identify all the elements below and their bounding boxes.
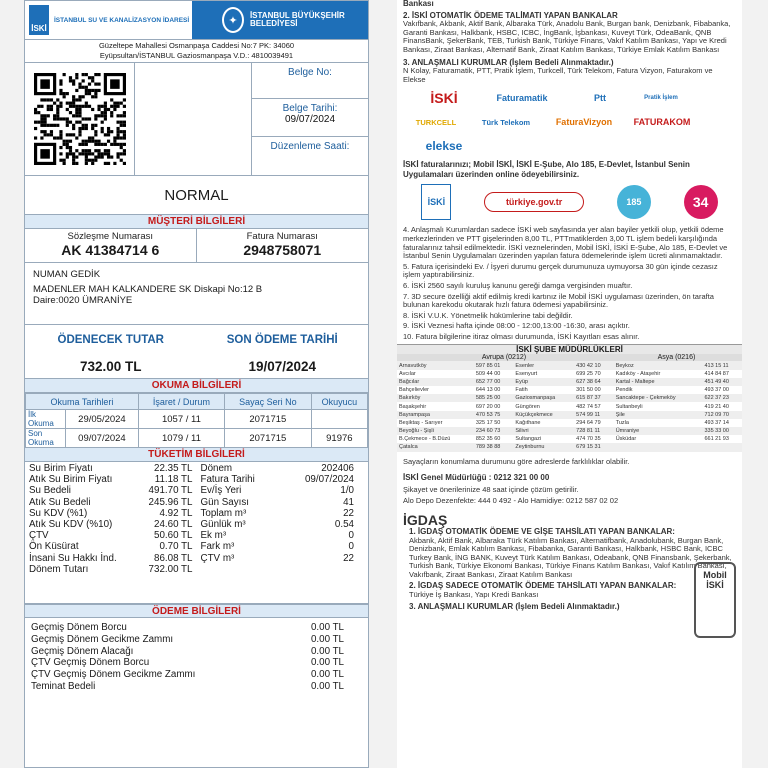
kv-label: Günlük m³ — [200, 519, 246, 531]
due-date-value: 19/07/2024 — [248, 359, 317, 374]
kv-label: Dönem Tutarı — [29, 563, 89, 575]
partner-list: N Kolay, Faturamatik, PTT, Pratik İşlem, Turkcell, Türk Telekom, Fatura Vizyon, Faturakom ve Elekse — [403, 66, 713, 84]
branch-cell: Pendik — [615, 387, 633, 394]
kv-row — [31, 634, 362, 646]
section-heading: 1. İGDAŞ OTOMATİK ÖDEME VE GİŞE TAHSİLATI YAPAN BANKALAR: — [409, 526, 675, 536]
kv-value: 22.35 TL — [154, 463, 193, 474]
kv-row — [29, 474, 193, 485]
branch-cell: 470 53 75 — [474, 411, 514, 419]
contract-number-label: Sözleşme Numarası — [67, 231, 154, 242]
kv-value: 0.00 TL — [310, 645, 344, 657]
invoice-number-label: Fatura Numarası — [246, 231, 318, 242]
iski-name: İSTANBUL SU VE KANALİZASYON İDARESİ — [54, 16, 190, 24]
table-row — [397, 419, 742, 427]
table-row — [26, 410, 368, 429]
belge-tarihi — [252, 99, 368, 137]
kv-row — [201, 541, 355, 552]
note-item: 8. İSKİ V.U.K. Yönetmelik hükümlerine tabi değildir. — [403, 310, 573, 320]
due-date — [197, 325, 369, 378]
table-row — [397, 370, 742, 378]
note-item: 5. Fatura içerisindeki Ev. / İşyeri durumu gerçek durumunuza uymuyorsa 30 gün içinde cezasız işlem yaptırabilirsiniz. — [403, 261, 718, 280]
kv-label: Su Bedeli — [29, 485, 71, 497]
kv-label: Ev/İş Yeri — [200, 485, 242, 497]
branch-cell: Fatih — [515, 387, 528, 394]
kv-label: Geçmiş Dönem Alacağı — [31, 645, 134, 657]
payment-summary — [25, 325, 368, 379]
table-row — [397, 386, 742, 394]
contract-number-value: AK 41384714 6 — [61, 242, 160, 258]
kv-label: Su KDV (%1) — [29, 507, 88, 519]
table-row — [397, 361, 742, 369]
kv-row — [201, 474, 355, 485]
customer-name: NUMAN GEDİK — [33, 269, 101, 280]
kv-value: 09/07/2024 — [304, 474, 354, 486]
kv-value: 0 — [348, 530, 354, 542]
note-item: 6. İSKİ 2560 sayılı kuruluş kanunu gereği damga vergisinden muaftır. — [403, 280, 633, 290]
branch-cell: Sancaktepe - Çekmeköy — [614, 394, 703, 402]
branch-cell: 493 37 00 — [704, 387, 729, 394]
kv-value: 86.08 TL — [154, 552, 193, 564]
kv-row — [29, 541, 193, 552]
branch-regions — [397, 354, 742, 361]
branch-cell: Beyoğlu - Şişli — [397, 427, 474, 435]
text-line: Bankası — [403, 0, 434, 8]
kv-value: 4.92 TL — [159, 507, 193, 519]
kv-label: ÇTV — [29, 530, 49, 542]
kv-label: Teminat Bedeli — [31, 680, 96, 692]
header — [25, 1, 368, 39]
kv-value: 491.70 TL — [148, 485, 193, 497]
branch-cell: 644 13 00 — [475, 387, 501, 394]
invoice-number-value: 2948758071 — [243, 242, 322, 258]
invoice-number — [197, 229, 369, 262]
branch-cell: Başakşehir — [399, 403, 427, 410]
ibb-name: İSTANBUL BÜYÜKŞEHİR BELEDİYESİ — [249, 11, 345, 28]
branch-cell — [614, 443, 703, 451]
branch-cell: B.Çekmece - B.Düzü — [399, 436, 451, 443]
logo: Türk Telekom — [481, 117, 531, 127]
kv-label: Fatura Tarihi — [200, 474, 255, 486]
reading-table — [25, 393, 368, 448]
kv-label: ÇTV m³ — [200, 552, 235, 564]
branch-cell: Üsküdar — [615, 436, 637, 443]
ibb-logo — [192, 1, 368, 39]
branch-cell: 661 21 93 — [704, 436, 729, 443]
online-info — [397, 160, 742, 180]
invoice-front — [24, 0, 369, 768]
branch-cell — [702, 443, 742, 451]
payment-info — [25, 618, 368, 697]
logo: Ptt — [594, 93, 606, 104]
bank-list: Akbank, Aktif Bank, Albaraka Türk Katılım Bankası, Alternatifbank, Anadolubank, Burgan Bank, Denizbank, Emlak Katılım Bankası, Fibabanka, Garanti Bankası, Halkbank, HSBC Bank, ICBC Turkey Bank, İNG BANK, Kuveyt Türk Katılım Bankası, Odeabank, QNB Finansbank, Şekerbank, Turkish Bank, Türkiye Ekonomi Bankası, Türkiye Finans Katılım Bankası, Vakıf Katılım Bankası, Vakıfbank, Ziraat Bankası, Ziraat Katılım Bankası — [409, 535, 732, 579]
invoice-back — [397, 0, 742, 768]
kv-value: 11.18 TL — [154, 474, 193, 486]
branch-cell: Sultanbeyli — [615, 403, 643, 410]
consumption-info — [25, 462, 368, 604]
row-label: Son Okuma — [26, 429, 66, 448]
branch-cell: 615 87 37 — [574, 394, 614, 402]
kv-row — [31, 622, 362, 634]
branch-cell: 789 38 88 — [474, 443, 514, 451]
kv-row — [29, 463, 193, 474]
document-meta — [252, 63, 368, 175]
branch-offices — [397, 344, 742, 451]
branch-cell: 652 77 00 — [474, 378, 514, 386]
amount-due-label: ÖDENECEK TUTAR — [57, 334, 164, 346]
head-office-phone: İSKİ Genel Müdürlüğü : 0212 321 00 00 — [403, 473, 550, 483]
note-item: 9. İSKİ Veznesi hafta içinde 08:00 - 12:00,13:00 -16:30, arası açıktır. — [403, 321, 630, 331]
hotline-phone: Alo Depo Dezenfekte: 444 0 492 - Alo Hamidiye: 0212 587 02 02 — [403, 496, 619, 506]
note-item: 7. 3D secure özelliği aktif edilmiş kredi kartınız ile Mobil İSKİ uygulaması üzerinden, ön tarafta bulunan karekodu okutarak hızlı fatura ödemesi yapabilirsiniz. — [403, 291, 714, 310]
belge-no — [252, 63, 368, 99]
company-address — [25, 39, 368, 63]
branch-cell: Ümraniye — [614, 427, 703, 435]
branch-cell: 413 15 11 — [702, 361, 742, 369]
kv-label: ÇTV Geçmiş Dönem Borcu — [31, 657, 150, 669]
kv-label: Fark m³ — [200, 541, 235, 553]
column-header: Okuma Tarihleri — [26, 394, 139, 410]
kv-row — [201, 485, 355, 496]
section-title: OKUMA BİLGİLERİ — [25, 379, 368, 393]
kv-label: Ön Küsürat — [29, 541, 79, 553]
amount-due — [25, 325, 197, 378]
online-logos — [397, 180, 742, 224]
branch-cell: Küçükçekmece — [513, 411, 574, 419]
branch-cell: Bağcılar — [397, 378, 474, 386]
branch-table — [397, 361, 742, 451]
kv-row — [201, 463, 355, 474]
table-row — [26, 429, 368, 448]
belge-tarihi-value: 09/07/2024 — [284, 114, 336, 125]
branch-cell: Bayrampaşa — [397, 411, 474, 419]
kv-row — [201, 530, 355, 541]
kv-label: Toplam m³ — [200, 507, 247, 519]
duzenleme-saati — [252, 137, 368, 173]
branch-cell: 712 09 70 — [702, 411, 742, 419]
branch-cell: Beşiktaş - Sarıyer — [399, 419, 443, 426]
region-europe: Avrupa (0212) — [481, 354, 527, 362]
amount-due-value: 732.00 TL — [79, 359, 142, 374]
branch-cell: Arnavutköy — [397, 361, 474, 369]
reading-mark: 1057 / 11 — [138, 410, 224, 429]
kv-label: Atık Su Bedeli — [29, 496, 91, 508]
kv-row — [31, 669, 362, 681]
kv-label: İnsani Su Hakkı İnd. — [29, 552, 117, 564]
contact-info — [397, 458, 687, 528]
reader-id — [311, 410, 367, 429]
doc-info-row — [25, 63, 368, 175]
blank-box — [135, 63, 252, 175]
kv-row — [31, 646, 362, 658]
kv-label: Atık Su Birim Fiyatı — [29, 474, 113, 486]
branch-cell: Esenyurt — [515, 370, 538, 377]
branch-cell: Güngören — [515, 403, 540, 410]
table-header — [26, 394, 368, 410]
kv-value: 0.00 TL — [310, 680, 344, 692]
branch-cell: 622 37 23 — [702, 394, 742, 402]
notes — [397, 226, 742, 341]
kv-value: 22 — [343, 507, 354, 519]
logo: Faturamatik — [496, 93, 548, 104]
consumption-right — [197, 462, 369, 603]
partner-logos — [397, 84, 742, 160]
column-header: İşaret / Durum — [138, 394, 224, 410]
branch-cell: Kadıköy - Ataşehir — [615, 370, 661, 377]
kv-row — [29, 497, 193, 508]
branch-cell: Gaziosmanpaşa — [513, 394, 574, 402]
branch-cell: Avcılar — [399, 370, 416, 377]
table-row — [397, 443, 742, 451]
branch-cell: Bakırköy — [397, 394, 474, 402]
logo: TURKCELL — [415, 117, 457, 127]
table-row — [397, 411, 742, 419]
status: NORMAL — [25, 175, 368, 215]
address-line: Güzeltepe Mahallesi Osmanpaşa Caddesi No:7 PK: 34060 — [98, 41, 295, 50]
meter-serial: 2071715 — [224, 410, 311, 429]
belge-no-label: Belge No: — [288, 67, 332, 78]
branch-cell: 509 44 00 — [475, 370, 501, 377]
customer-info — [25, 263, 368, 325]
kv-row — [29, 530, 193, 541]
section-title: TÜKETİM BİLGİLERİ — [25, 448, 368, 462]
kv-value: 0.00 TL — [310, 622, 344, 633]
kv-row — [29, 553, 193, 564]
branch-cell: 493 37 14 — [704, 419, 729, 426]
mobil-iski-badge[interactable] — [694, 562, 736, 638]
branch-cell: 585 25 00 — [474, 394, 514, 402]
region-asia: Asya (0216) — [657, 354, 696, 362]
kv-value: 202406 — [321, 463, 354, 474]
branch-cell: 627 38 64 — [574, 378, 614, 386]
row-label: İlk Okuma — [26, 410, 66, 429]
kv-row — [201, 497, 355, 508]
meter-serial: 2071715 — [224, 429, 311, 448]
branch-cell: Kağıthane — [515, 419, 541, 426]
branch-cell: 679 15 31 — [574, 443, 614, 451]
mobil-iski-label: Mobil İSKİ — [703, 570, 727, 590]
consumption-left — [25, 462, 197, 603]
branch-cell: 301 50 00 — [576, 387, 601, 394]
text-line: Şikayet ve önerilerinize 48 saat içinde çözüm getirilir. — [403, 484, 579, 494]
branch-cell: Esenler — [513, 361, 574, 369]
section-heading: 3. ANLAŞMALI KURUMLAR (İşlem Bedeli Alınmaktadır.) — [409, 601, 620, 611]
kv-row — [29, 564, 193, 575]
kv-value: 0.00 TL — [310, 657, 344, 669]
section-title: ÖDEME BİLGİLERİ — [25, 604, 368, 618]
due-date-label: SON ÖDEME TARİHİ — [226, 334, 338, 346]
kv-value: 24.60 TL — [154, 519, 193, 531]
branch-cell: 419 21 40 — [704, 403, 729, 410]
table-row — [397, 435, 742, 443]
kv-value: 50.60 TL — [154, 530, 193, 542]
branch-cell: 482 74 57 — [576, 403, 601, 410]
kv-value: 732.00 TL — [148, 563, 193, 575]
section-heading: 2. İSKİ OTOMATİK ÖDEME TALİMATI YAPAN BANKALAR — [403, 10, 618, 20]
kv-row — [29, 508, 193, 519]
note-item: 4. Anlaşmalı Kurumlardan sadece İSKİ web sayfasında yer alan bayiler yetkili olup, yetkili ödeme merkezlerinden ve PTT gişelerinden 8,00 TL, PTTmatiklerden 3,00 TL işlem bedeli karşılığında faturalarınız tahsil edilmektedir. İSKİ veznelerinden, Mobil İSKİ, İSKİ E-Şube, Alo 185, E-Devlet ve İstanbul Senin Uygulamaları üzerinden yapılan fatura ödemelerinde işlem ücreti alınmamaktadır. — [403, 225, 728, 261]
kv-value: 0 — [348, 541, 354, 553]
kv-label: Su Birim Fiyatı — [29, 463, 93, 474]
address-line: Eyüpsultan/İSTANBUL Gaziosmanpaşa V.D.: 4810039491 — [99, 51, 294, 60]
branch-cell: 597 85 01 — [474, 361, 514, 369]
bank-list: Vakıfbank, Akbank, Aktif Bank, Albaraka Türk, Anadolu Bank, Burgan bank, Denizbank, Fibabanka, Garanti Bankası, Halkbank, HSBC, ICBC, İngBank, İşbankası, Kuveyt Türk, OdeaBank, QNB FinansBank, ŞekerBank, TEB, Turkish Bank, Türkiye Finans, Vakıf Katılım Bankası, Yapı ve Kredi Bankası, Ziraat Bankası, Alternatif Bank, Ziraat Katılım Bankası, Türkiye Emlak Katılım Bankası — [403, 19, 731, 54]
branch-cell: 430 42 10 — [574, 361, 614, 369]
branch-cell: 474 70 35 — [576, 436, 601, 443]
kv-label: Geçmiş Dönem Gecikme Zammı — [31, 633, 174, 645]
branch-cell: 294 64 79 — [576, 419, 601, 426]
table-row — [397, 394, 742, 402]
section-heading: 2. İGDAŞ SADECE OTOMATİK ÖDEME TAHSİLATI YAPAN BANKALAR: — [409, 581, 677, 591]
branch-cell: Tuzla — [615, 419, 629, 426]
branch-cell: Çatalca — [397, 443, 474, 451]
qr-code-icon — [34, 73, 126, 165]
branch-cell: Kartal - Maltepe — [614, 378, 703, 386]
kv-label: Ek m³ — [200, 530, 227, 542]
logo: FaturaVizyon — [555, 117, 613, 128]
bank-info — [397, 0, 742, 84]
igdas-info — [397, 528, 742, 611]
section-title: MÜŞTERİ BİLGİLERİ — [25, 215, 368, 229]
reading-date: 09/07/2024 — [66, 429, 139, 448]
logo: İSKİ — [421, 184, 451, 220]
kv-label: ÇTV Geçmiş Dönem Gecikme Zammı — [31, 669, 196, 681]
kv-row — [29, 485, 193, 496]
qr-code[interactable] — [25, 63, 135, 175]
branch-cell: 234 60 73 — [474, 427, 514, 435]
kv-row — [201, 508, 355, 519]
table-row — [397, 378, 742, 386]
table-row — [397, 427, 742, 435]
branch-cell: Silivri — [513, 427, 574, 435]
kv-value: 245.96 TL — [148, 496, 193, 508]
logo: 34 — [684, 185, 718, 219]
kv-value: 41 — [343, 496, 354, 508]
note-item: 10. Fatura bilgilerine itiraz olması durumunda, İSKİ Kayıtları esas alınır. — [403, 331, 640, 341]
contract-row — [25, 229, 368, 263]
kv-value: 1/0 — [340, 485, 354, 497]
kv-value: 0.00 TL — [310, 669, 344, 681]
kv-label: Geçmiş Dönem Borcu — [31, 622, 127, 633]
kv-value: 0.00 TL — [310, 633, 344, 645]
iski-logo — [25, 1, 192, 39]
ibb-emblem-icon: ✦ — [222, 7, 244, 33]
branch-cell: 325 17 50 — [475, 419, 501, 426]
logo: elekse — [425, 139, 463, 154]
logo: İSKİ — [430, 90, 458, 107]
kv-label: Gün Sayısı — [200, 496, 249, 508]
branch-cell: Şile — [614, 411, 703, 419]
duzenleme-saati-label: Düzenleme Saati: — [270, 141, 350, 152]
kv-row — [201, 553, 355, 564]
branch-cell: Zeytinburnu — [513, 443, 574, 451]
branch-cell: Sultangazi — [515, 436, 542, 443]
branch-cell: 574 99 11 — [574, 411, 614, 419]
branch-cell: 728 81 11 — [574, 427, 614, 435]
branch-cell: 335 33 00 — [702, 427, 742, 435]
table-row — [397, 402, 742, 410]
kv-label: Dönem — [200, 463, 233, 474]
kv-row — [31, 657, 362, 669]
kv-row — [29, 519, 193, 530]
kv-label: Atık Su KDV (%10) — [29, 519, 113, 531]
branch-cell: 697 20 00 — [475, 403, 501, 410]
reader-id: 91976 — [311, 429, 367, 448]
branch-cell: 852 35 60 — [475, 436, 501, 443]
online-payment-text: İSKİ faturalarınızı; Mobil İSKİ, İSKİ E-Şube, Alo 185, E-Devlet, İstanbul Senin Uygulamaları üzerinden online ödeyebilirsiniz. — [403, 160, 690, 180]
logo: 185 — [617, 185, 651, 219]
branch-cell: Eyüp — [513, 378, 574, 386]
branch-cell: 414 84 87 — [704, 370, 729, 377]
igdas-title: İGDAŞ — [403, 511, 448, 528]
kv-row — [201, 519, 355, 530]
logo: Pratik İşlem — [644, 95, 678, 102]
belge-tarihi-label: Belge Tarihi: — [282, 103, 338, 114]
logo: türkiye.gov.tr — [484, 192, 584, 212]
logo: FATURAKOM — [633, 117, 691, 128]
branch-cell: 699 25 70 — [576, 370, 601, 377]
reading-mark: 1079 / 11 — [138, 429, 224, 448]
branch-title: İSKİ ŞUBE MÜDÜRLÜKLERİ — [397, 345, 742, 354]
iski-logo-icon: İSKİ — [29, 5, 49, 35]
column-header: Sayaç Seri No — [224, 394, 311, 410]
branch-cell: Bahçelievler — [399, 387, 429, 394]
text-line: Sayaçların konumlama durumunu göre adreslerde farklılıklar olabilir. — [403, 456, 630, 466]
kv-value: 0.54 — [334, 519, 354, 531]
kv-value: 22 — [343, 552, 354, 564]
reading-date: 29/05/2024 — [66, 410, 139, 429]
kv-value: 0.70 TL — [159, 541, 193, 553]
contract-number — [25, 229, 197, 262]
customer-address: MADENLER MAH KALKANDERE SK Diskapi No:12 B — [33, 284, 263, 295]
kv-row — [31, 681, 362, 693]
column-header: Okuyucu — [311, 394, 367, 410]
branch-cell: Beykoz — [614, 361, 703, 369]
branch-cell: 451 49 40 — [702, 378, 742, 386]
customer-address: Daire:0020 ÜMRANİYE — [33, 295, 133, 306]
section-heading: 3. ANLAŞMALI KURUMLAR (İşlem Bedeli Alınmaktadır.) — [403, 57, 614, 67]
bank-list: Türkiye İş Bankası, Yapı Kredi Bankası — [409, 590, 539, 600]
